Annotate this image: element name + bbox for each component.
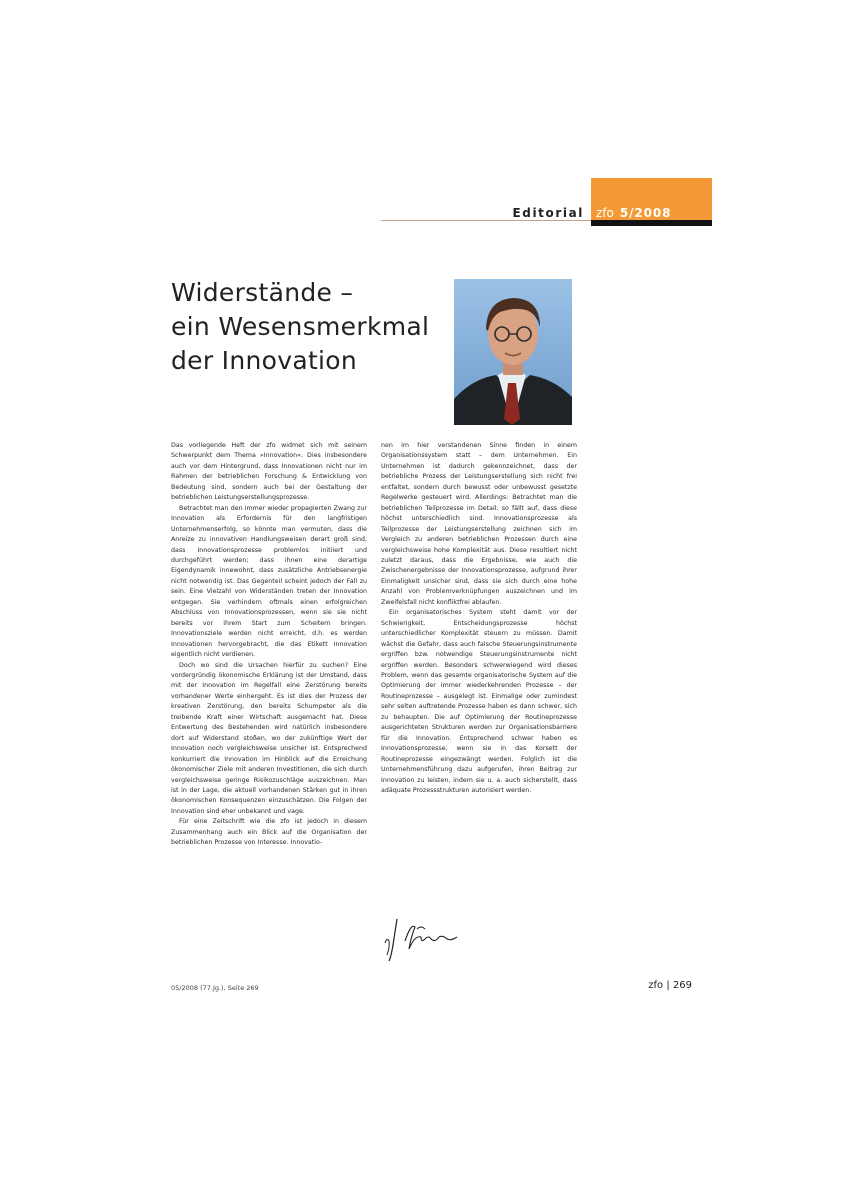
citation: 05/2008 (77.Jg.), Seite 269 [171, 984, 259, 992]
journal-name: zfo [648, 980, 664, 991]
paragraph: Ein organisatorisches System steht damit vor der Schwierigkeit, Entscheidungsprozesse höchst unterschiedlicher Komplexität steuern zu müssen. Damit wächst die Gefahr, dass auch falsche Steuerungsinstrumente ergriffen bzw. notwendige Steuerungsinstrumente nicht ergriffen werden. Besonders schwerwiegend wird dieses Problem, wenn das gesamte organisatorische System auf die Optimierung der immer wiederkehrenden Prozesse – der Routineprozesse – ausgelegt ist. Einmalige oder zumindest sehr selten auftretende Prozesse haben es dann schwer, sich zu behaupten. Die auf Optimierung der Routineprozesse ausgerichteten Strukturen werden zur Organisationsbarriere für die Innovation. Entsprechend schwer haben es Innovationsprozesse, wenn sie in das Korsett der Routineprozesse eingezwängt werden. Folglich ist die Unternehmensführung dazu aufgerufen, ihren Beitrag zur Innovation zu leisten, indem sie u. a. auch sicherstellt, dass adäquate Prozessstrukturen autorisiert werden. [381, 609, 577, 794]
article-title [171, 276, 429, 378]
page-number: 269 [672, 980, 692, 991]
header-rule [381, 220, 591, 221]
paragraph: Doch wo sind die Ursachen hierfür zu suchen? Eine vordergründig ökonomische Erklärung ist der Umstand, dass mit der Innovation im Regelfall eine Zerstörung bereits vorhandener Werte einhergeht. Es ist dies der Prozess der kreativen Zerstörung, den bereits Schumpeter als die treibende Kraft einer Wirtschaft ausgemacht hat. Diese Entwertung des Bestehenden wird natürlich insbesondere dort auf Widerstand stoßen, wo der zukünftige Wert der Innovation noch vergleichsweise unsicher ist. Entsprechend konkurriert die Innovation im Hinblick auf die Erreichung ökonomischer Ziele mit anderen Investitionen, die sich durch vergleichsweise geringe Risikozuschläge auszeichnen. Man ist in der Lage, die aktuell vorhandenen Stärken gut in ihren ökonomischen Konsequenzen einzuschätzen. Die Folgen der Innovation sind eher unbekannt und vage. [171, 661, 367, 815]
article-column-right [381, 441, 577, 796]
page-number-block: zfo | 269 [648, 980, 692, 991]
title-line: der Innovation [171, 346, 358, 375]
paragraph: Für eine Zeitschrift wie die zfo ist jedoch in diesem Zusammenhang auch ein Blick auf die Organisation der betrieblichen Prozesse von Interesse. Innovatio- [171, 818, 367, 847]
paragraph: Betrachtet man den immer wieder propagierten Zwang zur Innovation als Erfordernis für den langfristigen Unternehmenserfolg, so könnte man vermuten, dass die Anreize zu innovativen Handlungsweisen derart groß sind, dass Innovationsprozesse problemlos initiiert und durchgeführt werden; dass ihnen eine derartige Eigendynamik innewohnt, dass zusätzliche Antriebsenergie nicht notwendig ist. Das Gegenteil scheint jedoch der Fall zu sein. Eine Vielzahl von Widerständen treten der Innovation entgegen. Sie verhindern oftmals einen erfolgreichen Abschluss von Innovationsprozessen, wenn sie sie nicht bereits vor ihrem Start zum Scheitern bringen. Innovationsziele werden nicht erreicht, d.h. es werden Innovationen hervorgebracht, die das Etikett Innovation eigentlich nicht verdienen. [171, 504, 367, 659]
author-signature [381, 915, 467, 965]
title-line: Widerstände – [171, 278, 354, 307]
article-column-left [171, 441, 367, 849]
section-label: Editorial [512, 206, 584, 220]
author-portrait [454, 279, 572, 425]
issue-number: 5/2008 [619, 206, 672, 220]
issue-banner-underline [591, 220, 712, 226]
signature-icon [381, 915, 467, 965]
title-line: ein Wesensmerkmal [171, 312, 430, 341]
paragraph: nen im hier verstandenen Sinne finden in einem Organisationssystem statt – dem Unternehmen. Ein Unternehmen ist dadurch gekennzeichnet, dass der betriebliche Prozess der Leistungserstellung sich nicht frei entfaltet, sondern durch bewusst oder unbewusst gesetzte Regelwerke gesteuert wird. Allerdings: Betrachtet man die betrieblichen Teilprozesse im Detail, so fällt auf, dass diese höchst unterschiedlich sind. Innovationsprozesse als Teilprozesse der Leistungserstellung zeichnen sich im Vergleich zu anderen betrieblichen Prozessen durch eine vergleichsweise hohe Komplexität aus. Diese resultiert nicht zuletzt daraus, dass die Ergebnisse, wie auch die Zwischenergebnisse der Innovationsprozesse, aufgrund ihrer Einmaligkeit unsicher sind, dass sie sich durch eine hohe Anzahl von Problemverknüpfungen auszeichnen und im Zweifelsfall nicht konfliktfrei ablaufen. [381, 442, 577, 606]
portrait-image [454, 279, 572, 425]
issue-label [596, 206, 671, 220]
journal-logo: zfo [596, 206, 614, 220]
paragraph: Das vorliegende Heft der zfo widmet sich mit seinem Schwerpunkt dem Thema »Innovation«. Dies insbesondere auch vor dem Hintergrund, dass Innovationen nicht nur im Rahmen der betrieblichen Forschung & Entwicklung von Bedeutung sind, sondern auch bei der Gestaltung der betrieblichen Leistungserstellungsprozesse. [171, 442, 367, 502]
